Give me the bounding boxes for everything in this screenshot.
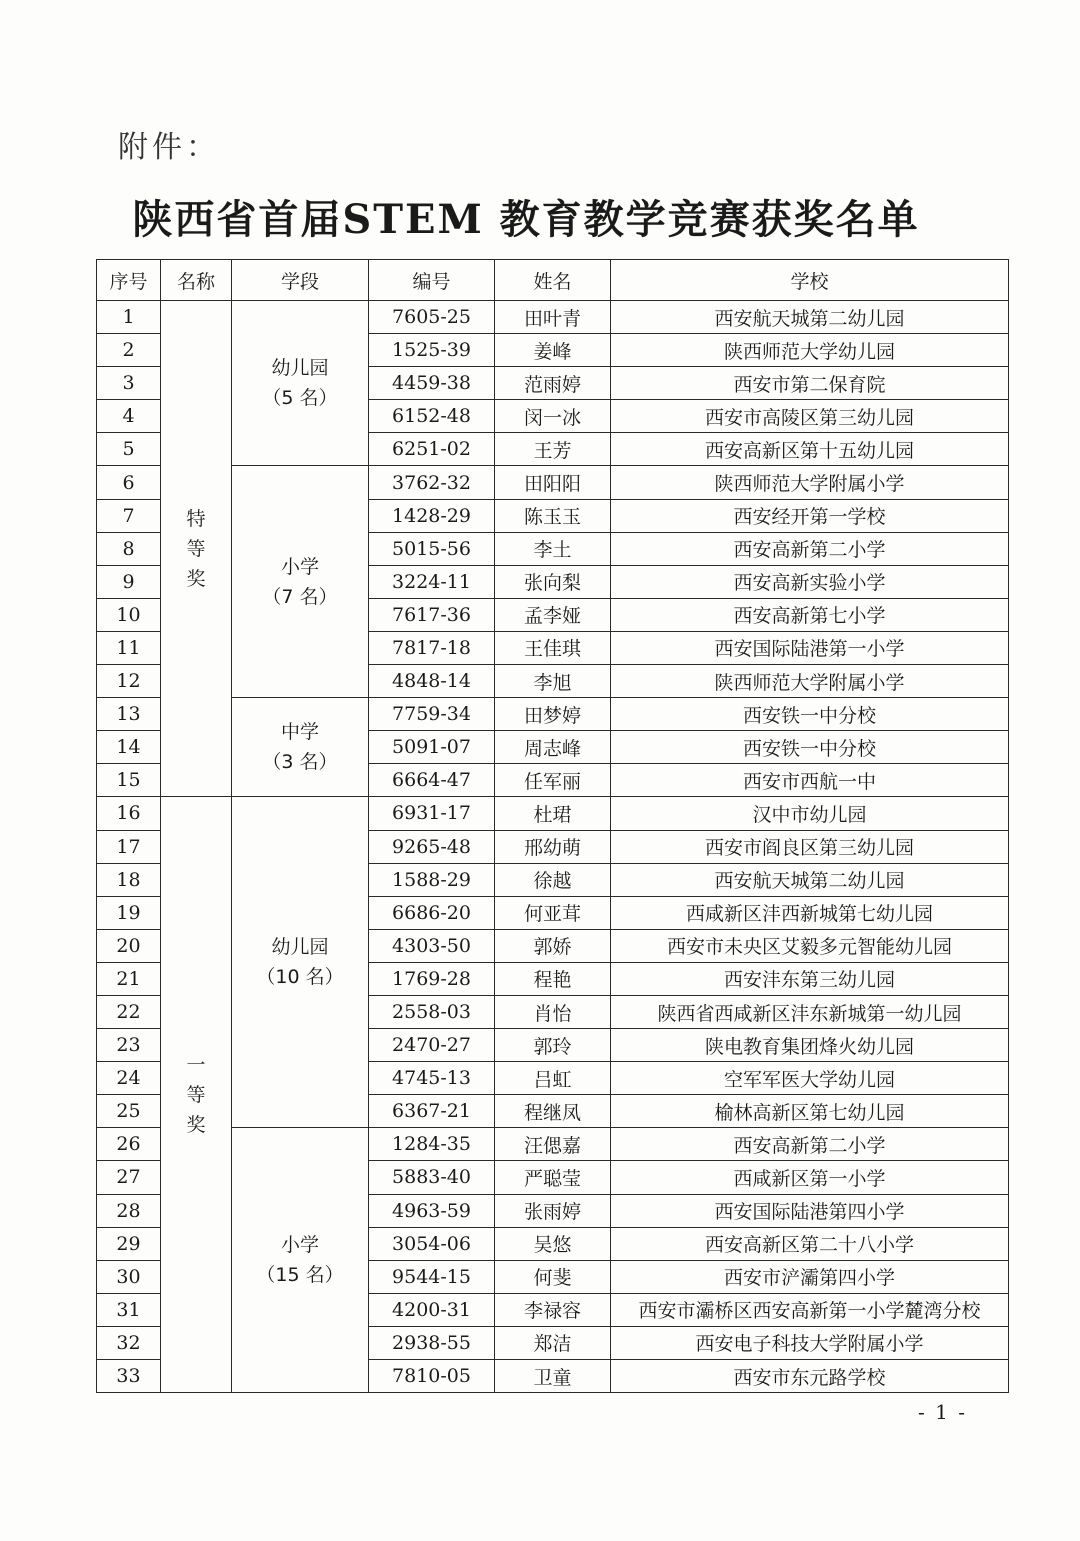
school-name: 西咸新区第一小学 xyxy=(611,1161,1009,1194)
row-number: 22 xyxy=(97,995,161,1028)
school-name: 西安市未央区艾毅多元智能幼儿园 xyxy=(611,929,1009,962)
entry-code: 7759-34 xyxy=(369,698,495,731)
person-name: 李土 xyxy=(495,532,611,565)
entry-code: 2558-03 xyxy=(369,995,495,1028)
entry-code: 6931-17 xyxy=(369,797,495,830)
award-category-char: 特 xyxy=(186,507,206,530)
stage-name: 小学 xyxy=(280,555,319,578)
entry-code: 4303-50 xyxy=(369,929,495,962)
award-category-cell xyxy=(161,797,232,1393)
table-row xyxy=(97,301,1009,334)
entry-code: 6664-47 xyxy=(369,764,495,797)
table-row xyxy=(97,797,1009,830)
award-category-char: 奖 xyxy=(186,567,206,590)
row-number: 3 xyxy=(97,367,161,400)
row-number: 20 xyxy=(97,929,161,962)
row-number: 11 xyxy=(97,631,161,664)
row-number: 31 xyxy=(97,1293,161,1326)
table-row xyxy=(97,466,1009,499)
school-name: 西安高新第二小学 xyxy=(611,532,1009,565)
school-name: 西安高新区第十五幼儿园 xyxy=(611,433,1009,466)
entry-code: 2938-55 xyxy=(369,1326,495,1359)
entry-code: 9265-48 xyxy=(369,830,495,863)
row-number: 25 xyxy=(97,1095,161,1128)
person-name: 张雨婷 xyxy=(495,1194,611,1227)
entry-code: 6152-48 xyxy=(369,400,495,433)
school-name: 陕西省西咸新区沣东新城第一幼儿园 xyxy=(611,995,1009,1028)
attachment-label: 附件： xyxy=(118,130,220,165)
school-name: 西安市灞桥区西安高新第一小学麓湾分校 xyxy=(611,1293,1009,1326)
school-name: 陕西师范大学附属小学 xyxy=(611,665,1009,698)
school-stage-cell xyxy=(232,301,369,466)
person-name: 田叶青 xyxy=(495,301,611,334)
row-number: 13 xyxy=(97,698,161,731)
entry-code: 6251-02 xyxy=(369,433,495,466)
table-header-row xyxy=(97,260,1009,301)
person-name: 吕虹 xyxy=(495,1062,611,1095)
row-number: 6 xyxy=(97,466,161,499)
person-name: 李旭 xyxy=(495,665,611,698)
row-number: 12 xyxy=(97,665,161,698)
school-name: 陕西师范大学附属小学 xyxy=(611,466,1009,499)
school-name: 西安高新区第二十八小学 xyxy=(611,1227,1009,1260)
row-number: 16 xyxy=(97,797,161,830)
person-name: 严聪莹 xyxy=(495,1161,611,1194)
school-name: 西安铁一中分校 xyxy=(611,698,1009,731)
stage-count: （3 名） xyxy=(262,751,338,774)
row-number: 28 xyxy=(97,1194,161,1227)
page-number: - 1 - xyxy=(918,1400,967,1424)
school-name: 西安高新实验小学 xyxy=(611,565,1009,598)
row-number: 7 xyxy=(97,499,161,532)
school-name: 陕西师范大学幼儿园 xyxy=(611,334,1009,367)
person-name: 程艳 xyxy=(495,962,611,995)
entry-code: 4200-31 xyxy=(369,1293,495,1326)
person-name: 吴悠 xyxy=(495,1227,611,1260)
table-row xyxy=(97,698,1009,731)
person-name: 卫童 xyxy=(495,1360,611,1393)
award-category-char: 奖 xyxy=(186,1113,206,1136)
school-name: 西安航天城第二幼儿园 xyxy=(611,863,1009,896)
row-number: 26 xyxy=(97,1128,161,1161)
stage-count: （7 名） xyxy=(262,585,338,608)
award-category-char: 等 xyxy=(186,1083,206,1106)
entry-code: 7617-36 xyxy=(369,598,495,631)
person-name: 王佳琪 xyxy=(495,631,611,664)
award-category-char: 等 xyxy=(186,537,206,560)
row-number: 30 xyxy=(97,1260,161,1293)
row-number: 1 xyxy=(97,301,161,334)
entry-code: 4745-13 xyxy=(369,1062,495,1095)
row-number: 15 xyxy=(97,764,161,797)
header-name: 姓名 xyxy=(495,260,611,301)
school-name: 汉中市幼儿园 xyxy=(611,797,1009,830)
person-name: 闵一冰 xyxy=(495,400,611,433)
person-name: 王芳 xyxy=(495,433,611,466)
stage-count: （10 名） xyxy=(256,966,344,989)
entry-code: 6686-20 xyxy=(369,896,495,929)
school-name: 西安航天城第二幼儿园 xyxy=(611,301,1009,334)
row-number: 14 xyxy=(97,731,161,764)
person-name: 田梦婷 xyxy=(495,698,611,731)
row-number: 27 xyxy=(97,1161,161,1194)
person-name: 何亚茸 xyxy=(495,896,611,929)
school-stage-cell xyxy=(232,466,369,698)
entry-code: 6367-21 xyxy=(369,1095,495,1128)
row-number: 23 xyxy=(97,1029,161,1062)
entry-code: 1588-29 xyxy=(369,863,495,896)
stage-name: 中学 xyxy=(280,721,319,744)
person-name: 张向梨 xyxy=(495,565,611,598)
entry-code: 4848-14 xyxy=(369,665,495,698)
person-name: 范雨婷 xyxy=(495,367,611,400)
row-number: 8 xyxy=(97,532,161,565)
school-name: 西安高新第七小学 xyxy=(611,598,1009,631)
entry-code: 1428-29 xyxy=(369,499,495,532)
person-name: 郭玲 xyxy=(495,1029,611,1062)
school-name: 西安沣东第三幼儿园 xyxy=(611,962,1009,995)
school-name: 西安国际陆港第四小学 xyxy=(611,1194,1009,1227)
person-name: 郑洁 xyxy=(495,1326,611,1359)
person-name: 田阳阳 xyxy=(495,466,611,499)
row-number: 24 xyxy=(97,1062,161,1095)
entry-code: 1769-28 xyxy=(369,962,495,995)
stage-name: 小学 xyxy=(280,1234,319,1257)
person-name: 任军丽 xyxy=(495,764,611,797)
header-category: 名称 xyxy=(161,260,232,301)
row-number: 33 xyxy=(97,1360,161,1393)
person-name: 邢幼萌 xyxy=(495,830,611,863)
person-name: 李禄容 xyxy=(495,1293,611,1326)
award-category-cell xyxy=(161,301,232,797)
row-number: 19 xyxy=(97,896,161,929)
school-stage-cell xyxy=(232,698,369,797)
entry-code: 3054-06 xyxy=(369,1227,495,1260)
row-number: 10 xyxy=(97,598,161,631)
row-number: 4 xyxy=(97,400,161,433)
entry-code: 7817-18 xyxy=(369,631,495,664)
person-name: 程继凤 xyxy=(495,1095,611,1128)
school-name: 陕电教育集团烽火幼儿园 xyxy=(611,1029,1009,1062)
entry-code: 9544-15 xyxy=(369,1260,495,1293)
award-category-char: 一 xyxy=(186,1053,206,1076)
school-name: 西安铁一中分校 xyxy=(611,731,1009,764)
entry-code: 5091-07 xyxy=(369,731,495,764)
row-number: 18 xyxy=(97,863,161,896)
stage-count: （5 名） xyxy=(262,387,338,410)
person-name: 徐越 xyxy=(495,863,611,896)
person-name: 姜峰 xyxy=(495,334,611,367)
person-name: 杜珺 xyxy=(495,797,611,830)
entry-code: 7605-25 xyxy=(369,301,495,334)
person-name: 郭娇 xyxy=(495,929,611,962)
award-list-table xyxy=(96,259,1009,1393)
stage-name: 幼儿园 xyxy=(271,936,329,959)
person-name: 孟李娅 xyxy=(495,598,611,631)
school-name: 西安市浐灞第四小学 xyxy=(611,1260,1009,1293)
entry-code: 4963-59 xyxy=(369,1194,495,1227)
document-title: 陕西省首届STEM 教育教学竞赛获奖名单 xyxy=(132,196,920,243)
row-number: 2 xyxy=(97,334,161,367)
school-name: 西安市高陵区第三幼儿园 xyxy=(611,400,1009,433)
row-number: 21 xyxy=(97,962,161,995)
header-school: 学校 xyxy=(611,260,1009,301)
school-name: 西安电子科技大学附属小学 xyxy=(611,1326,1009,1359)
header-code: 编号 xyxy=(369,260,495,301)
person-name: 周志峰 xyxy=(495,731,611,764)
school-stage-cell xyxy=(232,797,369,1128)
header-no: 序号 xyxy=(97,260,161,301)
school-name: 西安市东元路学校 xyxy=(611,1360,1009,1393)
entry-code: 5883-40 xyxy=(369,1161,495,1194)
entry-code: 5015-56 xyxy=(369,532,495,565)
school-name: 榆林高新区第七幼儿园 xyxy=(611,1095,1009,1128)
entry-code: 3224-11 xyxy=(369,565,495,598)
stage-count: （15 名） xyxy=(256,1264,344,1287)
entry-code: 2470-27 xyxy=(369,1029,495,1062)
school-name: 西安市第二保育院 xyxy=(611,367,1009,400)
school-stage-cell xyxy=(232,1128,369,1393)
entry-code: 4459-38 xyxy=(369,367,495,400)
row-number: 32 xyxy=(97,1326,161,1359)
school-name: 空军军医大学幼儿园 xyxy=(611,1062,1009,1095)
entry-code: 1284-35 xyxy=(369,1128,495,1161)
row-number: 17 xyxy=(97,830,161,863)
row-number: 5 xyxy=(97,433,161,466)
school-name: 西咸新区沣西新城第七幼儿园 xyxy=(611,896,1009,929)
school-name: 西安市西航一中 xyxy=(611,764,1009,797)
person-name: 肖怡 xyxy=(495,995,611,1028)
school-name: 西安高新第二小学 xyxy=(611,1128,1009,1161)
entry-code: 7810-05 xyxy=(369,1360,495,1393)
school-name: 西安市阎良区第三幼儿园 xyxy=(611,830,1009,863)
school-name: 西安经开第一学校 xyxy=(611,499,1009,532)
header-stage: 学段 xyxy=(232,260,369,301)
row-number: 29 xyxy=(97,1227,161,1260)
row-number: 9 xyxy=(97,565,161,598)
entry-code: 3762-32 xyxy=(369,466,495,499)
person-name: 陈玉玉 xyxy=(495,499,611,532)
stage-name: 幼儿园 xyxy=(271,357,329,380)
entry-code: 1525-39 xyxy=(369,334,495,367)
table-row xyxy=(97,1128,1009,1161)
school-name: 西安国际陆港第一小学 xyxy=(611,631,1009,664)
person-name: 何斐 xyxy=(495,1260,611,1293)
person-name: 汪偲嘉 xyxy=(495,1128,611,1161)
table-body xyxy=(97,301,1009,1393)
